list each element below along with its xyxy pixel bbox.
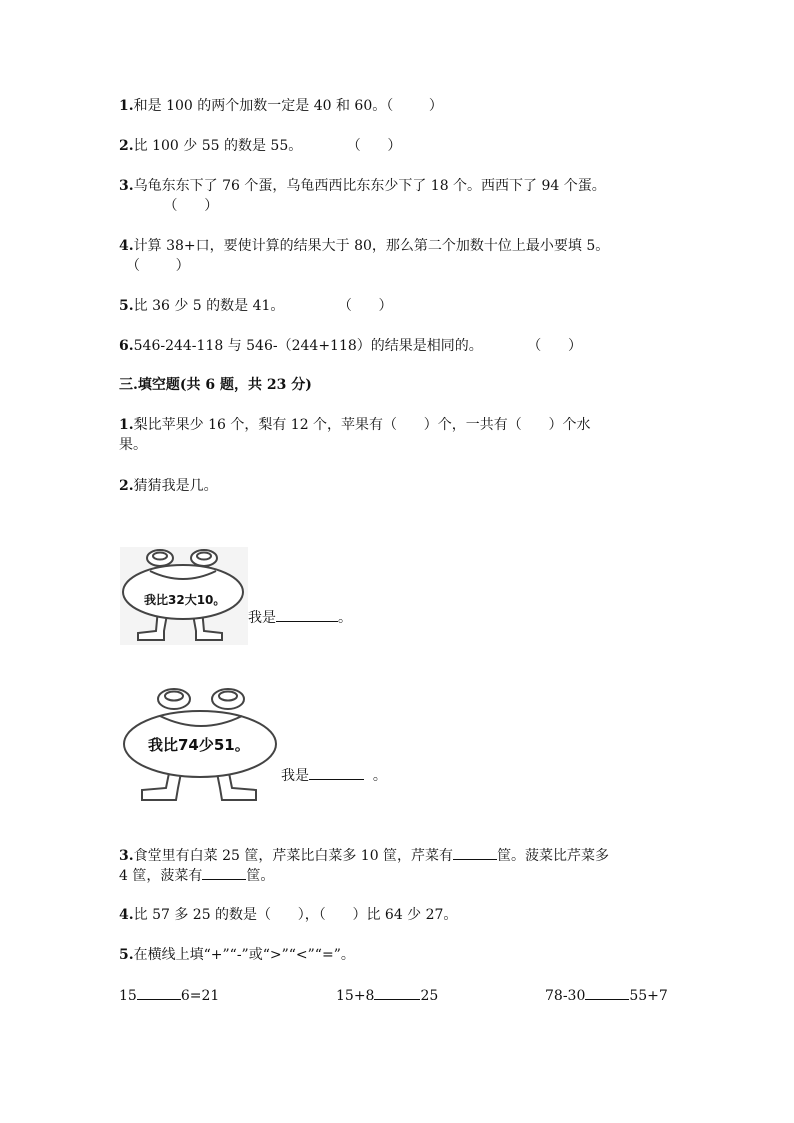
fill-q3-line2 xyxy=(119,865,274,886)
item-text: 和是 100 的两个加数一定是 40 和 60。（ ） xyxy=(133,98,443,114)
item-text: 计算 38+口，要使计算的结果大于 80，那么第二个加数十位上最小要填 5。 xyxy=(133,238,610,254)
item-number: 3. xyxy=(119,848,134,864)
item-number: 6. xyxy=(119,338,134,354)
item-text: 筐。 xyxy=(246,868,275,884)
judge-item-4-bracket: （ ） xyxy=(126,258,190,274)
answer-blank[interactable] xyxy=(202,865,246,880)
equation-right: 6=21 xyxy=(180,988,220,1004)
item-text: 筐。菠菜比芹菜多 xyxy=(497,848,610,864)
fill-q4 xyxy=(119,905,457,925)
frog-speech-2: 我比74少51。 xyxy=(148,736,250,754)
fill-q3-line1 xyxy=(119,845,609,866)
answer-suffix: 。 xyxy=(364,768,387,784)
answer-blank[interactable] xyxy=(453,845,497,860)
fill-q1-line1 xyxy=(119,415,590,435)
equation-left: 15 xyxy=(119,988,137,1004)
frog-answer-1 xyxy=(248,607,352,628)
fill-q1-line2: 果。 xyxy=(119,437,147,453)
judge-item-1 xyxy=(119,96,443,116)
equation-right: 55+7 xyxy=(629,988,668,1004)
item-number: 2. xyxy=(119,138,134,154)
judge-item-2 xyxy=(119,136,401,156)
frog-answer-2 xyxy=(281,765,387,786)
judge-item-3 xyxy=(119,176,606,196)
judge-item-3-bracket: （ ） xyxy=(119,198,219,214)
frog-picture-2 xyxy=(122,684,282,804)
answer-suffix: 。 xyxy=(338,610,352,626)
equation-blank[interactable] xyxy=(585,985,629,1000)
item-text: 猜猜我是几。 xyxy=(133,478,218,494)
judge-item-5 xyxy=(119,296,393,316)
item-number: 4. xyxy=(119,238,134,254)
judge-item-4 xyxy=(119,236,609,256)
item-text: 4 筐，菠菜有 xyxy=(119,868,203,884)
item-number: 5. xyxy=(119,947,134,963)
equation-3 xyxy=(545,985,668,1006)
item-text: 比 36 少 5 的数是 41。 （ ） xyxy=(133,298,393,314)
answer-prefix: 我是 xyxy=(281,768,309,784)
answer-blank[interactable] xyxy=(276,607,338,622)
equation-1 xyxy=(119,985,219,1006)
item-text: 比 100 少 55 的数是 55。 （ ） xyxy=(133,138,402,154)
item-text: 乌龟东东下了 76 个蛋，乌龟西西比东东少下了 18 个。西西下了 94 个蛋。 xyxy=(133,178,606,194)
equation-blank[interactable] xyxy=(137,985,181,1000)
fill-q2 xyxy=(119,476,218,496)
answer-prefix: 我是 xyxy=(248,610,276,626)
frog-speech-1: 我比32大10。 xyxy=(144,593,226,607)
item-number: 5. xyxy=(119,298,134,314)
answer-blank[interactable] xyxy=(309,765,364,780)
fill-q5 xyxy=(119,945,355,965)
equation-right: 25 xyxy=(420,988,439,1004)
item-number: 3. xyxy=(119,178,134,194)
item-text: 食堂里有白菜 25 筐，芹菜比白菜多 10 筐，芹菜有 xyxy=(133,848,454,864)
item-number: 1. xyxy=(119,98,134,114)
item-text: 546-244-118 与 546-（244+118）的结果是相同的。 （ ） xyxy=(133,338,582,354)
judge-item-6 xyxy=(119,336,582,356)
item-text: 梨比苹果少 16 个，梨有 12 个，苹果有（ ）个，一共有（ ）个水 xyxy=(133,417,591,433)
section-heading: 三.填空题(共 6 题，共 23 分) xyxy=(119,377,312,393)
item-number: 1. xyxy=(119,417,134,433)
equation-2 xyxy=(336,985,438,1006)
item-number: 4. xyxy=(119,907,134,923)
item-number: 2. xyxy=(119,478,134,494)
equation-left: 78-30 xyxy=(545,988,586,1004)
item-text: 比 57 多 25 的数是（ ），（ ）比 64 少 27。 xyxy=(133,907,458,923)
equation-left: 15+8 xyxy=(336,988,375,1004)
frog-picture-1 xyxy=(120,547,248,645)
item-text: 在横线上填“+”“-”或“>”“<”“=”。 xyxy=(133,947,355,963)
equation-blank[interactable] xyxy=(374,985,420,1000)
